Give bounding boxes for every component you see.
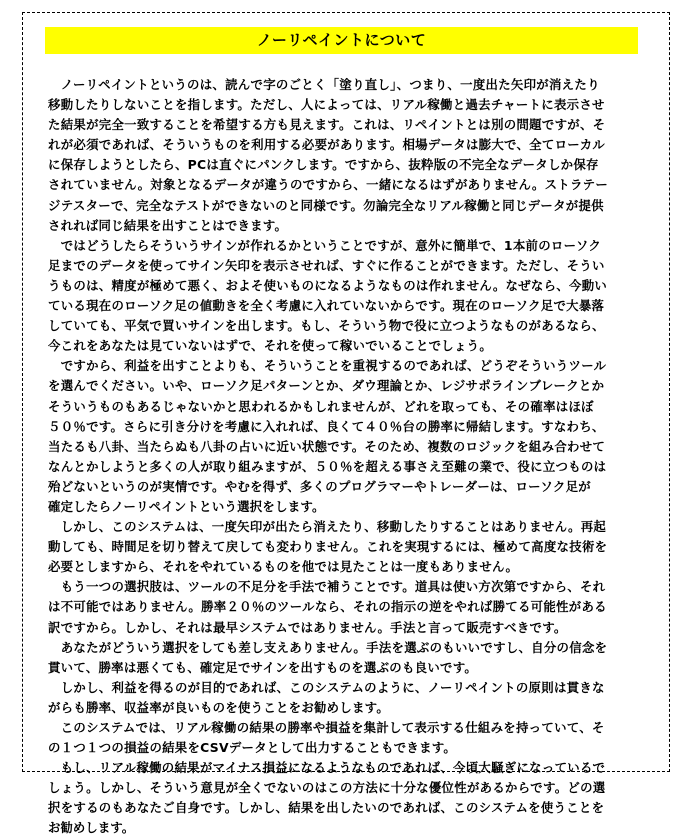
page-title: ノーリペイントについて bbox=[45, 27, 638, 54]
text-line: ５０％です。さらに引き分けを考慮に入れれば、良くて４０％台の勝率に帰結します。すなわち、 bbox=[48, 418, 605, 434]
text-line: れが必須であれば、そういうものを利用する必要があります。相場データは膨大で、全てローカル bbox=[48, 137, 606, 153]
text-line: た結果が完全一致することを希望する方も見えます。これは、リペイントとは別の問題ですが、そ bbox=[48, 117, 606, 133]
text-line: していても、平気で買いサインを出します。もし、そういう物で役に立つようなものがあるなら、 bbox=[48, 318, 605, 334]
text-line: ノーリペイントというのは、読んで字のごとく「塗り直し」、つまり、一度出た矢印が消えたり bbox=[48, 77, 600, 92]
text-line: しょう。しかし、そういう意見が全くでないのはこの方法に十分な優位性があるからです。どの選 bbox=[48, 780, 606, 796]
article-body bbox=[48, 75, 648, 839]
text-line: 殆どないというのが実情です。やむを得ず、多くのプログラマーやトレーダーは、ローソク足が bbox=[48, 478, 591, 494]
text-line: ではどうしたらそういうサインが作れるかということですが、意外に簡単で、1本前のローソク bbox=[48, 237, 602, 253]
text-line: 当たるも八卦、当たらぬも八卦の占いに近い状態です。そのため、複数のロジックを組み合わせて bbox=[48, 438, 606, 454]
text-line: に保存しようとしたら、PCは直ぐにパンクします。ですから、抜粋版の不完全なデータしか保存 bbox=[48, 157, 599, 173]
text-line: しかし、このシステムは、一度矢印が出たら消えたり、移動したりすることはありません。再起 bbox=[48, 519, 607, 535]
text-line: は不可能ではありません。勝率２０％のツールなら、それの指示の逆をやれば勝てる可能性がある bbox=[48, 599, 607, 615]
text-line: 貫いて、勝率は悪くても、確定足でサインを出すものを選ぶのも良いです。 bbox=[48, 659, 478, 675]
text-line: うものは、精度が極めて悪く、およそ使いものになるようなものは作れません。なぜなら、今動い bbox=[48, 277, 608, 293]
text-line: ている現在のローソク足の値動きを全く考慮に入れていないからです。現在のローソク足で大暴落 bbox=[48, 298, 605, 314]
text-line: このシステムでは、リアル稼働の結果の勝率や損益を集計して表示する仕組みを持っていて、そ bbox=[48, 720, 605, 735]
text-line: ジテスターで、完全なテストができないのと同様です。勿論完全なリアル稼働と同じデータが提供 bbox=[48, 197, 604, 213]
text-line: を選んでください。いや、ローソク足パターンとか、ダウ理論とか、レジサポラインブレークとか bbox=[48, 378, 605, 394]
text-line: 必要としますから、それをやれているものを他では見たことは一度もありません。 bbox=[48, 559, 519, 575]
text-line: しかし、利益を得るのが目的であれば、このシステムのように、ノーリペイントの原則は貫きな bbox=[48, 679, 605, 695]
text-line: がらも勝率、収益率が良いものを使うことをお勧めします。 bbox=[48, 699, 390, 715]
text-line: お勧めします。 bbox=[48, 820, 135, 836]
text-line: 移動したりしないことを指します。ただし、人によっては、リアル稼働と過去チャートに表示させ bbox=[48, 97, 605, 113]
text-line: 確定したらノーリペイントという選択をします。 bbox=[48, 498, 325, 514]
text-line: 動しても、時間足を切り替えて戻しても変わりません。これを実現するには、極めて高度な技術を bbox=[48, 539, 608, 555]
text-line: 足までのデータを使ってサイン矢印を表示させれば、すぐに作ることができます。ただし、そうい bbox=[48, 257, 605, 273]
text-line: ですから、利益を出すことよりも、そういうことを重視するのであれば、どうぞそういうツール bbox=[48, 358, 607, 374]
text-line: 今これをあなたは見ていないはずで、それを使って稼いでいることでしょう。 bbox=[48, 338, 493, 354]
text-line: もう一つの選択肢は、ツールの不足分を手法で補うことです。道具は使い方次第ですから、それ bbox=[48, 579, 606, 595]
text-line: の１つ１つの損益の結果をCSVデータとして出力することもできます。 bbox=[48, 740, 457, 756]
text-line: そういうものもあるじゃないかと思われるかもしれませんが、どれを取っても、その確率はほぼ bbox=[48, 398, 594, 414]
text-line: なんとかしようと多くの人が取り組みますが、５０％を超える事さえ至難の業で、役に立つものは bbox=[48, 458, 607, 474]
text-line: されていません。対象となるデータが違うのですから、一緒になるはずがありません。ストラテー bbox=[48, 177, 609, 193]
text-line: 訳ですから。しかし、それは最早システムではありません。手法と言って販売すべきです。 bbox=[48, 619, 567, 635]
text-line: あなたがどういう選択をしても差し支えありません。手法を選ぶのもいいですし、自分の信念を bbox=[48, 639, 608, 655]
text-line: もし、リアル稼働の結果がマイナス損益になるようなものであれば、今頃大騒ぎになっているで bbox=[48, 760, 606, 776]
text-line: 択をするのもあなたご自身です。しかし、結果を出したいのであれば、このシステムを使うことを bbox=[48, 800, 605, 816]
text-line: されれば同じ結果を出すことはできます。 bbox=[48, 217, 288, 233]
